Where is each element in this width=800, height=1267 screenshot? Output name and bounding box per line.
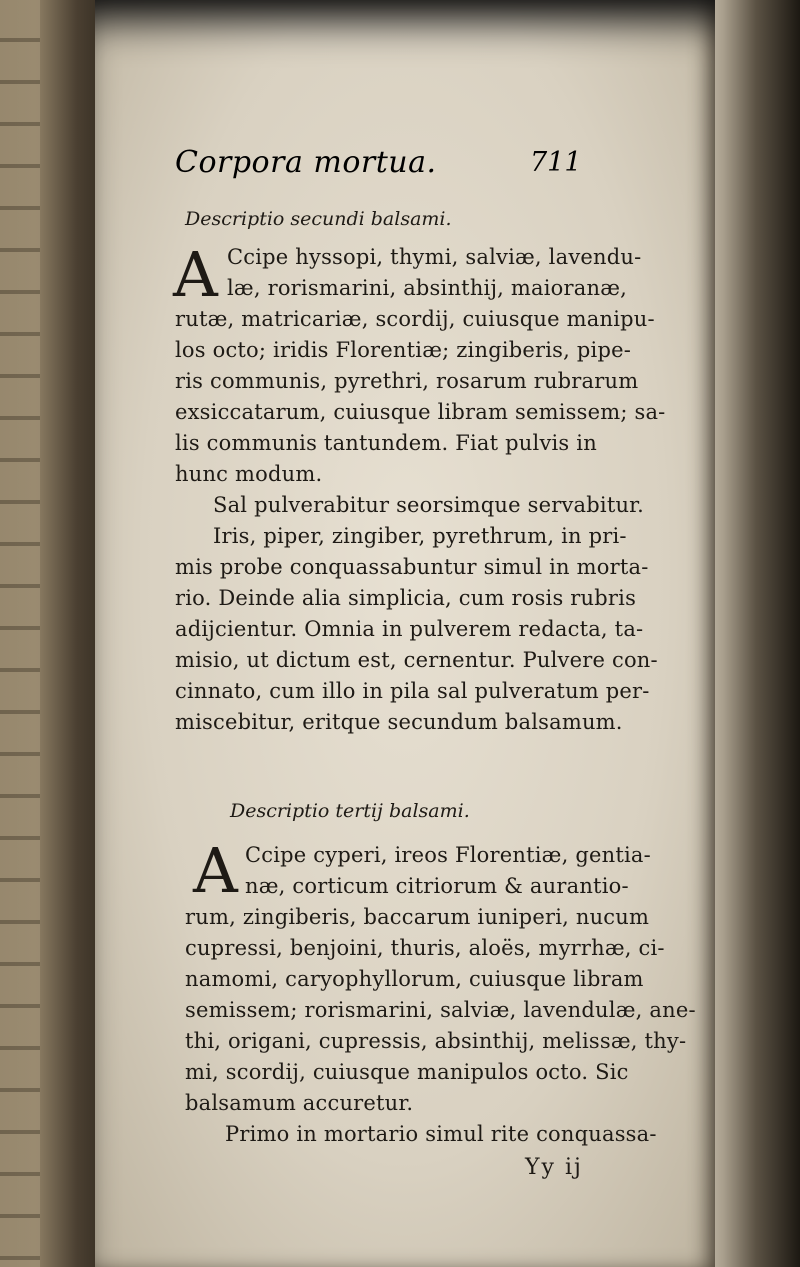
text-line: mis probe conquassabuntur simul in morta- [175,555,649,579]
running-head [175,145,635,195]
text-line: Iris, piper, zingiber, pyrethrum, in pri- [213,524,627,548]
text-line: exsiccatarum, cuiusque libram semissem; sa- [175,400,666,424]
text-line: namomi, caryophyllorum, cuiusque libram [185,967,644,991]
text-line: Ccipe hyssopi, thymi, salviæ, lavendu- [227,245,642,269]
text-line: balsamum accuretur. [185,1091,414,1115]
text-line: hunc modum. [175,462,323,486]
text-line: lis communis tantundem. Fiat pulvis in [175,431,597,455]
text-line: Sal pulverabitur seorsimque servabitur. [213,493,644,517]
text-line: rutæ, matricariæ, scordij, cuiusque manipu- [175,307,655,331]
text-line: cupressi, benjoini, thuris, aloës, myrrhæ, ci- [185,936,665,960]
book-page [95,0,715,1267]
signature-mark: Yy ij [525,1155,583,1180]
text-line: semissem; rorismarini, salviæ, lavendulæ, ane- [185,998,696,1022]
text-line: thi, origani, cupressis, absinthij, melissæ, thy- [185,1029,687,1053]
text-line: adijcientur. Omnia in pulverem redacta, ta- [175,617,644,641]
text-line: miscebitur, eritque secundum balsamum. [175,710,623,734]
page-title: Corpora mortua. [175,145,437,180]
text-line: cinnato, cum illo in pila sal pulveratum per- [175,679,650,703]
text-line: læ, rorismarini, absinthij, maioranæ, [227,276,628,300]
text-line: misio, ut dictum est, cernentur. Pulvere con- [175,648,658,672]
text-line: næ, corticum citriorum & aurantio- [245,874,629,898]
text-line: rum, zingiberis, baccarum iuniperi, nucum [185,905,650,929]
section-title-1: Descriptio secundi balsami. [185,208,452,230]
text-line: Primo in mortario simul rite conquassa- [225,1122,657,1146]
facing-page-edge [0,0,40,1267]
drop-cap-1: A [173,238,218,311]
text-line: los octo; iridis Florentiæ; zingiberis, pipe- [175,338,632,362]
text-line: mi, scordij, cuiusque manipulos octo. Sic [185,1060,629,1084]
text-line: ris communis, pyrethri, rosarum rubrarum [175,369,639,393]
page-number: 711 [530,147,582,178]
text-line: Ccipe cyperi, ireos Florentiæ, gentia- [245,843,651,867]
section-title-2: Descriptio tertij balsami. [230,800,470,822]
drop-cap-2: A [193,834,238,907]
text-line: rio. Deinde alia simplicia, cum rosis rubris [175,586,637,610]
